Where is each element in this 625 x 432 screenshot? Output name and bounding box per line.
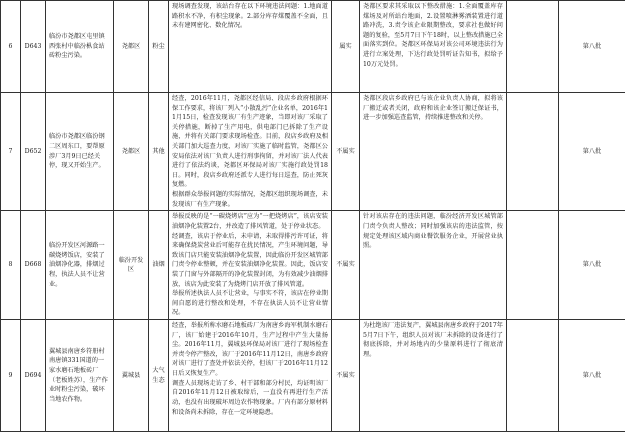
row-index: 8 [1,211,21,320]
findings-paragraph: 举报所述执法人员不让营业，与事实不符，该店在停业期间自愿的进行整改和处理，不存在执法人员不让营业情况。 [172,289,328,318]
district: 翼城县 [114,320,149,432]
findings-text [169,93,332,211]
pollution-type: 粉尘 [149,1,169,93]
findings-text [169,211,332,320]
case-code: D694 [21,320,46,432]
findings-text [169,320,332,432]
case-code: D643 [21,1,46,93]
measures-text: 尧都区段店乡政府已与该企业负责人协商，拟将该厂搬迁或者关闭，政府和该企业签订搬迁保证书，进一步加强巡查监管，持续推进整改和关停。 [360,93,507,211]
table-row [1,320,625,432]
table-row [1,93,625,211]
pollution-type: 其他 [149,93,169,211]
handled-status [507,320,559,432]
pollution-type: 油烟 [149,211,169,320]
measures-text: 针对该店存在的违法问题，临汾经济开发区城管部门责令负责人整改；同时加强该店的违法监管，按规定处理该区域内商业餐饮服务企业，开展营业执照。 [360,211,507,320]
complaint-text: 翼城县南唐乡符册村南唐镇331国道的一家水磨石地板砖厂（老板姓苏），生产作业时粉尘污染，破坏当地农作物。 [46,320,114,432]
batch: 第八批 [559,211,625,320]
measures-text: 为杜绝该厂违法复产，翼城县南唐乡政府于2017年5月7日下午，组织人员对该厂未拆除的设备进行了彻底拆除，并对场地内的少量原料进行了彻底清理。 [360,320,507,432]
findings-text: 现场调查发现，该站台存在以下环境违法问题：1.地面道路积水不净，有积尘现象。2.部分库存煤覆盖不全面，且未有建网密化、数化情况。 [169,1,332,93]
district: 临汾开发区 [114,211,149,320]
case-code: D652 [21,93,46,211]
complaint-text: 临汾市尧都区屯里镇西张村中临汾枞食站砖粉尘污染。 [46,1,114,93]
verdict: 不属实 [332,211,360,320]
district: 尧都区 [114,93,149,211]
case-code: D668 [21,211,46,320]
batch: 第八批 [559,1,625,93]
handled-status [507,1,559,93]
handled-status [507,211,559,320]
measures-text: 尧都区要求其采取以下整改措施：1.全面覆盖库存煤场及对所站台地面，2.设置喷淋雾洒装置进行道路冲洗，3.责令该企业限期整改，要求社也做好问题的复验，至5月7日下午18时，以上整改措施已全面落实到位。尧都区环保局对该公司环境违法行为进行立案处理，下达行政处罚听证告知书，拟给予10万元处罚。 [360,1,507,93]
row-index: 6 [1,1,21,93]
row-index: 9 [1,320,21,432]
row-index: 7 [1,93,21,211]
handled-status [507,93,559,211]
batch: 第八批 [559,93,625,211]
table-row [1,211,625,320]
verdict: 不属实 [332,320,360,432]
batch: 第八批 [559,320,625,432]
verdict: 属实 [332,1,360,93]
district: 尧都区 [114,1,149,93]
verdict: 不属实 [332,93,360,211]
table-row [1,1,625,93]
findings-paragraph: 经调查，该店于停业后，未申请，未取得排污许可证，将来确保烧炭营业后可能存在扰民情况，产生环境问题，导致该门店只能安装油烟净化装置，因此临汾开发区城管部门责令停业整顿，并在安装油烟净化装置。因此，饭店安装了门窗与外部隔开的净化装置封闭，为有效减少油烟排放，该店为此安装了为烧烤门店开放了排风管道。 [172,232,328,290]
findings-paragraph: 经查，举报所称水磨石地板砖厂为南唐乡海军机制水磨石厂，该厂始建于2016年10月，生产过程中产生大量扬尘。2016年11月，翼城县环保局对该厂进行了现场检查并责令停产整改，该厂于2016年11月12日，南唐乡政府对该厂进行了查处并依法关停，但该厂于2016年11月12日后又恢复生产。 [172,321,328,379]
pollution-type: 大气生态 [149,320,169,432]
complaint-text: 临汾开发区河源路一碳烧烤饭店，安装了油烟净化器，排烟过程，执法人员不让营业。 [46,211,114,320]
findings-paragraph: 调查人员现场走访了乡、村干部和部分村民，均证明该厂自2016年11月12日被取缔后，一直没有再进行生产活动，也没有出现破坏周边农作物现象。厂内有部分原材料和设备尚未拆除，存在一定环境隐患。 [172,379,328,417]
findings-paragraph: 根据群众举报问题的实际情况，尧都区组织现场调查，未发现该厂有生产现象。 [172,190,328,209]
findings-paragraph: 举报反映的是“一碳烧烤店”应为“一把烧烤店”，该店安装油烟净化装置2台，并改造了排风管道，处于停业状态。 [172,212,328,231]
complaint-text: 临汾市尧都区临汾钢二区周东口，要帮原涉厂3月9日已经关停，现又开始生产。 [46,93,114,211]
findings-paragraph: 经查，2016年11月，尧都区经信局、段店乡政府根据环保工作要求，将该厂列入“小散乱污”企业名单，2016年11月15日，检查发现该厂有生产迹象，当即对该厂采取了关停措施，断掉了生产用电，供电部门已拆除了生产设施，并将有关部门要求现场检查。目前，段店乡政府及相关部门加大巡查力度，对该厂实施了临时监管，尧都区公安局依法对该厂负责人进行刑事拘留，并对该厂法人代表进行了依法约谈，尧都区环保局对该厂实施行政处罚18日。同时，段店乡政府还派专人进行每日巡查，防止死灰复燃。 [172,94,328,190]
